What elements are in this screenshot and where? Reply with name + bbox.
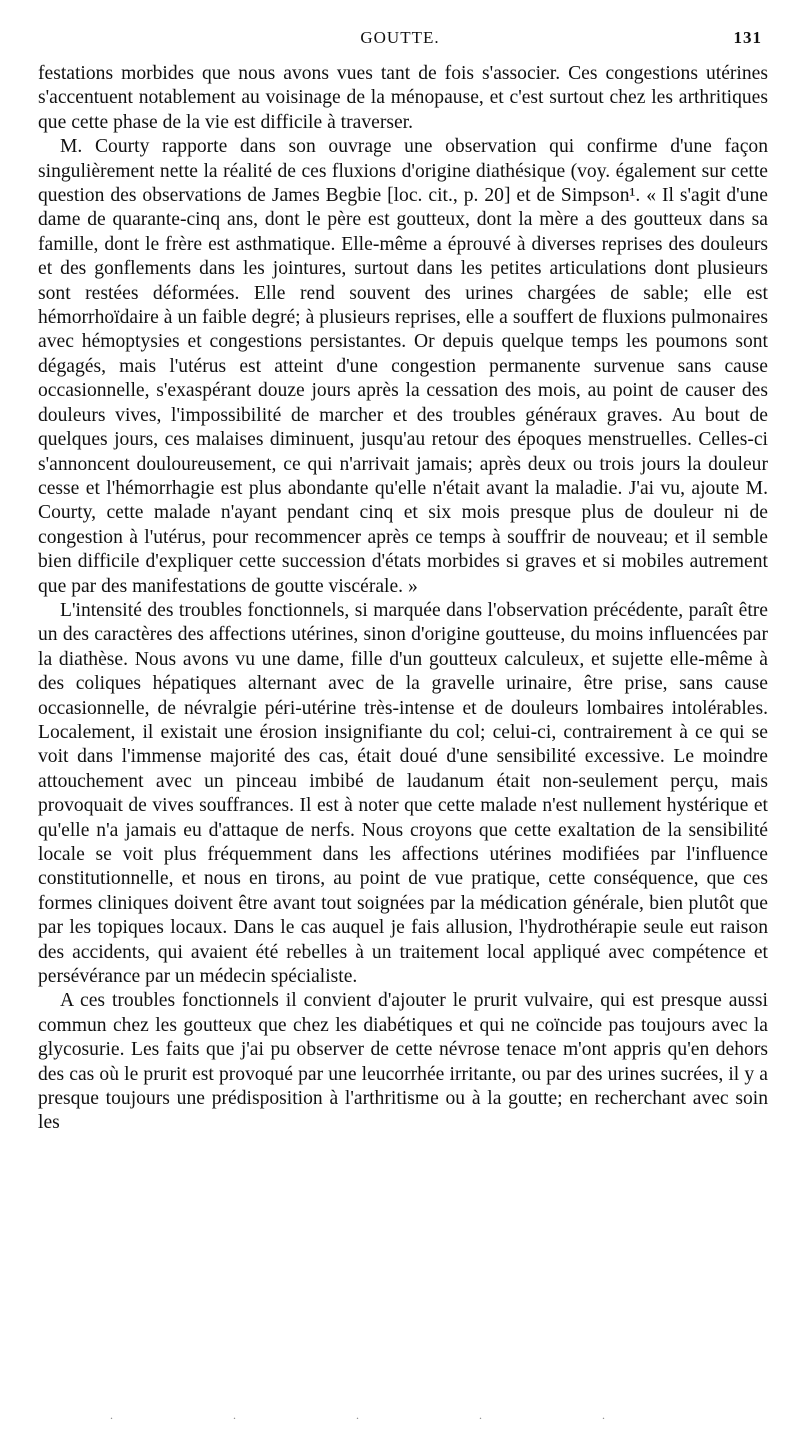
paragraph-pruritus: A ces troubles fonctionnels il convient d'ajouter le prurit vulvaire, qui est presque aussi commun chez les goutteux que chez les diabétiques et qui ne coïncide pas toujours avec la glycosurie. Les faits que j'ai pu observer de cette névrose tenace m'ont appris qu'en dehors des cas où le prurit est provoqué par une leucorrhée irritante, ou par des urines sucrées, il y a presque toujours une prédisposition à l'arthritisme ou à la goutte; en recherchant avec soin les: [38, 990, 768, 1134]
page-number: 131: [733, 28, 762, 47]
running-header: [38, 28, 762, 56]
running-title: GOUTTE.: [360, 28, 440, 47]
paragraph-functional-troubles: L'intensité des troubles fonctionnels, si marquée dans l'observation précédente, paraît être un des caractères des affections utérines, sinon d'origine goutteuse, du moins influencées par la diathèse. Nous avons vu une dame, fille d'un goutteux calculeux, et sujette elle-même à des coliques hépatiques alternant avec de la gravelle urinaire, être prise, sans cause occasionnelle, de névralgie péri-utérine très-intense et de douleurs lombaires intolérables. Localement, il existait une érosion insignifiante du col; celui-ci, contrairement à ce qui se voit dans l'immense majorité des cas, était doué d'une sensibilité excessive. Le moindre attouchement avec un pinceau imbibé de laudanum était non-seulement perçu, mais provoquait de vives souffrances. Il est à noter que cette malade n'est nullement hystérique et qu'elle n'a jamais eu d'attaque de nerfs. Nous croyons que cette exaltation de la sensibilité locale se voit plus fréquemment dans les affections utérines modifiées par l'influence constitutionnelle, et nous en tirons, au point de vue pratique, cette conséquence, que ces formes cliniques doivent être avant tout soignées par la médication générale, bien plutôt que par les topiques locaux. Dans le cas auquel je fais allusion, l'hydrothérapie seule eut raison des accidents, qui avaient été rebelles à un traitement local appliqué avec compétence et persévérance par un médecin spécialiste.: [38, 599, 768, 988]
body-text: [38, 62, 768, 1136]
paragraph-courty-observation: M. Courty rapporte dans son ouvrage une observation qui confirme d'une façon singulièrement nette la réalité de ces fluxions d'origine diathésique (voy. également sur cette question des observations de James Begbie [loc. cit., p. 20] et de Simpson¹. « Il s'agit d'une dame de quarante-cinq ans, dont le père est goutteux, dont la mère a des goutteux dans sa famille, dont le frère est asthmatique. Elle-même a éprouvé à diverses reprises des douleurs et des gonflements dans les jointures, surtout dans les petites articulations dont plusieurs sont restées déformées. Elle rend souvent des urines chargées de sable; elle est hémorrhoïdaire à un faible degré; à plusieurs reprises, elle a souffert de fluxions pulmonaires avec hémoptysies et congestions persistantes. Or depuis quelque temps les poumons sont dégagés, mais l'utérus est atteint d'une congestion permanente survenue sans cause occasionnelle, s'exaspérant douze jours après la cessation des mois, au point de causer des douleurs vives, l'impossibilité de marcher et des troubles généraux graves. Au bout de quelques jours, ces malaises diminuent, jusqu'au retour des époques menstruelles. Celles-ci s'annoncent douloureusement, ce qui n'arrivait jamais; après deux ou trois jours la douleur cesse et l'hémorrhagie est plus abondante qu'elle n'était avant la maladie. J'ai vu, ajoute M. Courty, cette malade n'ayant pendant cinq et six mois presque plus de douleur ni de congestion à l'utérus, pour recommencer après ce temps à souffrir de nouveau; et il semble bien difficile d'expliquer cette succession d'états morbides si graves et si mobiles autrement que par des manifestations de goutte viscérale. »: [38, 136, 768, 597]
paragraph-continuation: festations morbides que nous avons vues tant de fois s'associer. Ces congestions utérines s'accentuent notablement au voisinage de la ménopause, et c'est surtout chez les arthritiques que cette phase de la vie est difficile à traverser.: [38, 63, 768, 133]
bottom-specks: .....: [110, 1408, 725, 1422]
